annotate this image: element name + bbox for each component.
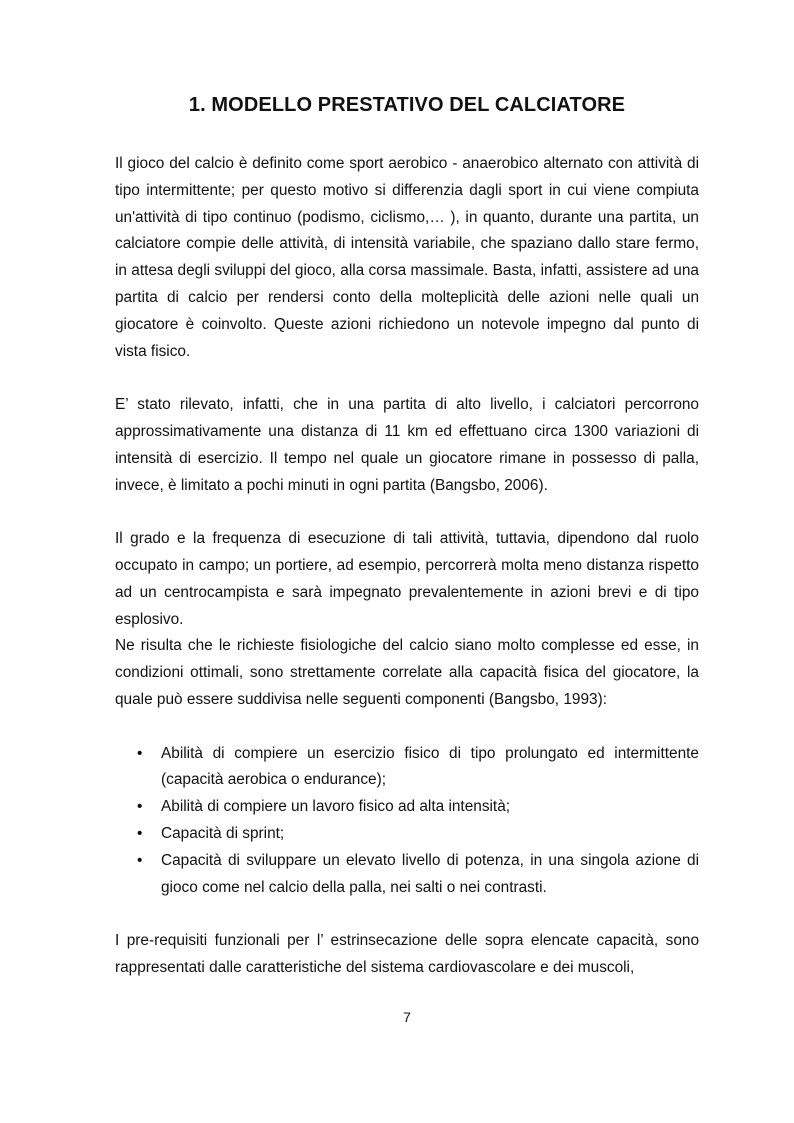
- paragraph-gap: [115, 499, 699, 526]
- paragraph-roles: Il grado e la frequenza di esecuzione di tali attività, tuttavia, dipendono dal ruolo occupato in campo; un portiere, ad esempio, percorrerà molta meno distanza rispetto ad un centrocampista e sarà impegnato prevalentemente in azioni brevi e di tipo esplosivo.: [115, 530, 699, 628]
- list-item-text: Abilità di compiere un lavoro fisico ad alta intensità;: [161, 798, 511, 816]
- paragraph-requirements: Ne risulta che le richieste fisiologiche del calcio siano molto complesse ed esse, in condizioni ottimali, sono strettamente correlate alla capacità fisica del giocatore, la quale può essere suddivisa nelle seguenti componenti (Bangsbo, 1993):: [115, 637, 699, 708]
- list-item-text: Abilità di compiere un esercizio fisico di tipo prolungato ed intermittente (capacità aerobica o endurance);: [161, 744, 699, 789]
- bullet-icon: •: [137, 851, 143, 869]
- paragraph-gap: [115, 901, 699, 928]
- paragraph-match-data: E’ stato rilevato, infatti, che in una partita di alto livello, i calciatori percorrono approssimativamente una distanza di 11 km ed effettuano circa 1300 variazioni di intensità di esercizio. Il tempo nel quale un giocatore rimane in possesso di palla, invece, è limitato a pochi minuti in ogni partita (Bangsbo, 2006).: [115, 396, 699, 494]
- capacity-list: [115, 741, 699, 902]
- paragraph-intro: Il gioco del calcio è definito come sport aerobico - anaerobico alternato con attività di tipo intermittente; per questo motivo si differenzia dagli sport in cui viene compiuta un'attività di tipo continuo (podismo, ciclismo,… ), in quanto, durante una partita, un calciatore compie delle attività, di intensità variabile, che spaziano dallo stare fermo, in attesa degli sviluppi del gioco, alla corsa massimale. Basta, infatti, assistere ad una partita di calcio per rendersi conto della molteplicità delle azioni nelle quali un giocatore è coinvolto. Queste azioni richiedono un notevole impegno dal punto di vista fisico.: [115, 155, 699, 360]
- paragraph-gap: [115, 365, 699, 392]
- paragraph-gap: [115, 714, 699, 741]
- list-item: [115, 821, 699, 848]
- list-item: [115, 794, 699, 821]
- bullet-icon: •: [137, 798, 143, 816]
- bullet-icon: •: [137, 824, 143, 842]
- body-text: [115, 151, 699, 982]
- list-item: [115, 848, 699, 902]
- paragraph-prerequisites: I pre-requisiti funzionali per l’ estrinsecazione delle sopra elencate capacità, sono rappresentati dalle caratteristiche del sistema cardiovascolare e dei muscoli,: [115, 932, 699, 976]
- page-number: 7: [403, 1009, 411, 1025]
- bullet-icon: •: [137, 744, 143, 762]
- list-item: [115, 741, 699, 795]
- chapter-heading: 1. MODELLO PRESTATIVO DEL CALCIATORE: [188, 94, 626, 116]
- list-item-text: Capacità di sprint;: [161, 824, 285, 842]
- list-item-text: Capacità di sviluppare un elevato livello di potenza, in una singola azione di gioco come nel calcio della palla, nei salti o nei contrasti.: [161, 851, 699, 896]
